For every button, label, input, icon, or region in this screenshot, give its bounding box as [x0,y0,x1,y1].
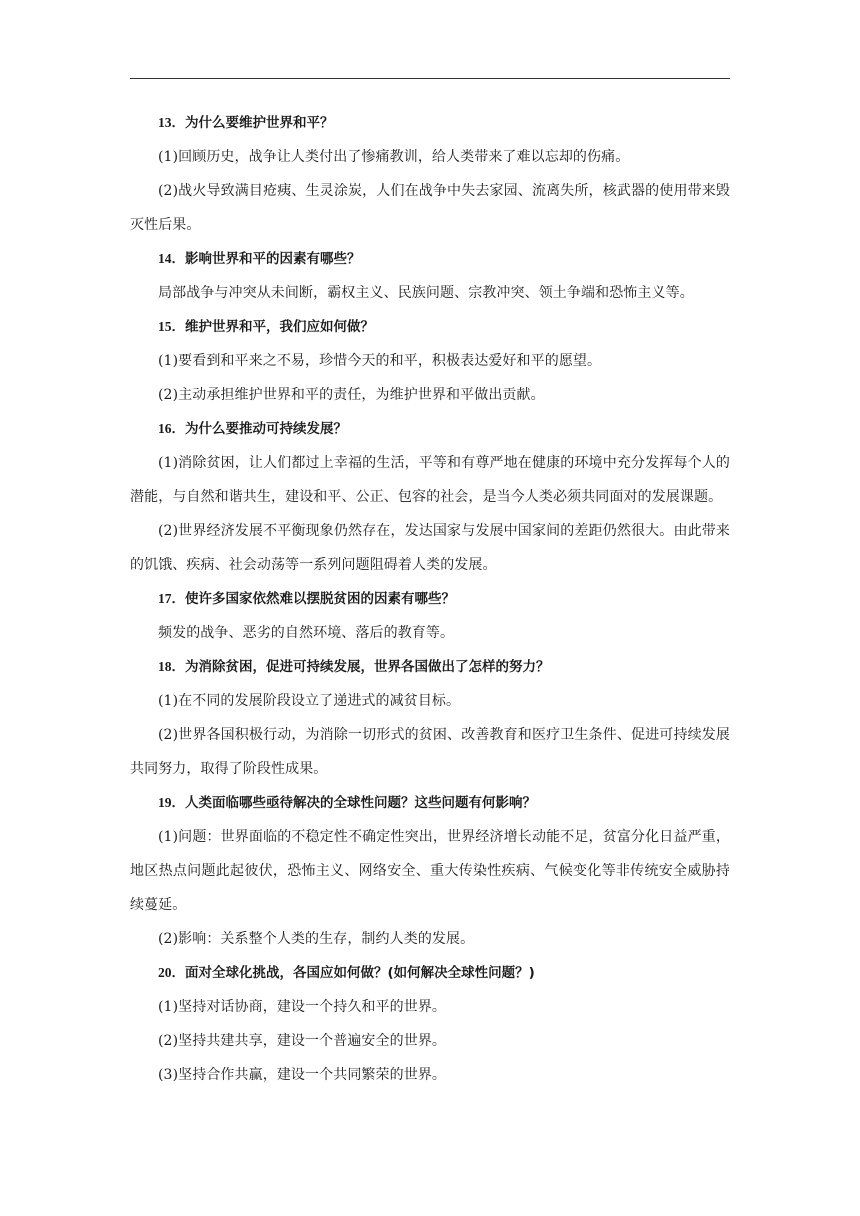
question-heading: 16．为什么要推动可持续发展？ [158,421,347,437]
answer-paragraph: 局部战争与冲突从未间断，霸权主义、民族问题、宗教冲突、领土争端和恐怖主义等。 [158,285,694,301]
header-rule [130,78,730,79]
answer-paragraph: (3)坚持合作共赢，建设一个共同繁荣的世界。 [158,1067,447,1083]
answer-paragraph: (2)坚持共建共享，建设一个普遍安全的世界。 [158,1033,447,1049]
answer-paragraph: (1)坚持对话协商，建设一个持久和平的世界。 [158,999,447,1015]
answer-paragraph: 频发的战争、恶劣的自然环境、落后的教育等。 [158,625,455,641]
answer-paragraph: (2)世界各国积极行动，为消除一切形式的贫困、改善教育和医疗卫生条件、促进可持续发展共同努力，取得了阶段性成果。 [130,727,730,777]
question-heading: 18．为消除贫困，促进可持续发展，世界各国做出了怎样的努力？ [158,659,550,675]
answer-paragraph: (1)回顾历史，战争让人类付出了惨痛教训，给人类带来了难以忘却的伤痛。 [158,149,630,165]
question-heading: 20．面对全球化挑战，各国应如何做？(如何解决全球性问题？) [158,965,535,981]
answer-paragraph: (1)要看到和平来之不易，珍惜今天的和平，积极表达爱好和平的愿望。 [158,353,602,369]
question-heading: 19．人类面临哪些亟待解决的全球性问题？这些问题有何影响？ [158,795,536,811]
answer-paragraph: (1)消除贫困，让人们都过上幸福的生活，平等和有尊严地在健康的环境中充分发挥每个人的潜能，与自然和谐共生，建设和平、公正、包容的社会，是当今人类必须共同面对的发展课题。 [130,455,730,505]
answer-paragraph: (1)在不同的发展阶段设立了递进式的减贫目标。 [158,693,461,709]
answer-paragraph: (2)战火导致满目疮痍、生灵涂炭，人们在战争中失去家园、流离失所，核武器的使用带来毁灭性后果。 [130,183,730,233]
question-heading: 17．使许多国家依然难以摆脱贫困的因素有哪些？ [158,591,455,607]
question-heading: 14．影响世界和平的因素有哪些？ [158,251,361,267]
answer-paragraph: (1)问题：世界面临的不稳定性不确定性突出，世界经济增长动能不足，贫富分化日益严重，地区热点问题此起彼伏，恐怖主义、网络安全、重大传染性疾病、气候变化等非传统安全威胁持续蔓延。 [130,829,730,913]
answer-paragraph: (2)影响：关系整个人类的生存，制约人类的发展。 [158,931,475,947]
question-heading: 13．为什么要维护世界和平？ [158,115,334,131]
question-heading: 15．维护世界和平，我们应如何做？ [158,319,374,335]
answer-paragraph: (2)主动承担维护世界和平的责任，为维护世界和平做出贡献。 [158,387,545,403]
document-body [130,106,730,1092]
answer-paragraph: (2)世界经济发展不平衡现象仍然存在，发达国家与发展中国家间的差距仍然很大。由此带来的饥饿、疾病、社会动荡等一系列问题阻碍着人类的发展。 [130,523,730,573]
